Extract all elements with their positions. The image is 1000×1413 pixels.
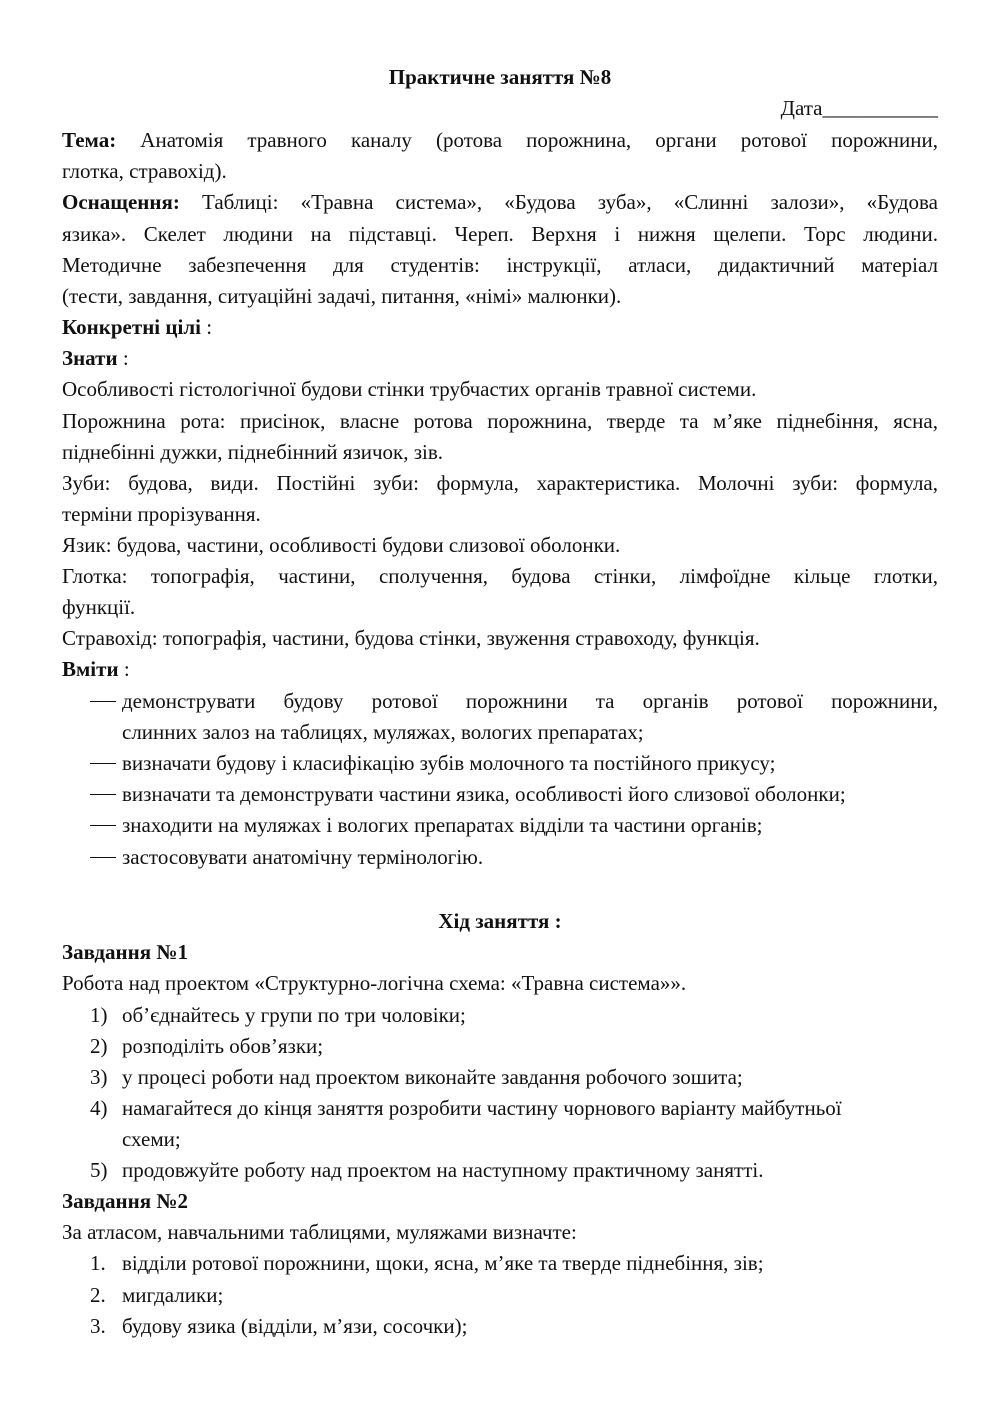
task2-heading: Завдання №2 — [62, 1189, 188, 1213]
know-item-teeth-1: Зуби: будова, види. Постійні зуби: формула, характеристика. Молочні зуби: формула, — [62, 471, 938, 495]
equipment-line-2: язика». Скелет людини на підставці. Череп. Верхня і нижня щелепи. Торс людини. — [62, 222, 938, 246]
task1-intro: Робота над проектом «Структурно-логічна схема: «Травна система»». — [62, 971, 687, 995]
task2-intro: За атласом, навчальними таблицями, муляжами визначте: — [62, 1220, 577, 1244]
skills-item-5: застосовувати анатомічну термінологію. — [122, 845, 484, 869]
task1-step-4-line-2: схеми; — [122, 1127, 181, 1151]
topic-text: Анатомія травного каналу (ротова порожнина, органи ротової порожнини, — [140, 128, 939, 152]
goals-heading — [62, 317, 212, 338]
skills-heading — [62, 659, 130, 680]
skills-item-3: визначати та демонструвати частини язика, особливості його слизової оболонки; — [122, 782, 846, 806]
equipment-line-1 — [62, 192, 938, 213]
equipment-line-3: Методичне забезпечення для студентів: інструкції, атласи, дидактичний матеріал — [62, 253, 938, 277]
skills-item-2: визначати будову і класифікацію зубів молочного та постійного прикусу; — [122, 751, 776, 775]
dash-bullet — [90, 825, 116, 826]
page-title: Практичне заняття №8 — [388, 65, 612, 89]
topic-line-2: глотка, стравохід). — [62, 159, 227, 183]
know-item-tongue: Язик: будова, частини, особливості будови слизової оболонки. — [62, 533, 621, 557]
topic-label: Тема: — [62, 128, 117, 152]
know-label: Знати — [62, 346, 118, 370]
know-item-teeth-2: терміни прорізування. — [62, 502, 261, 526]
task1-step-2: розподіліть обов’язки; — [122, 1034, 324, 1058]
equipment-line-4: (тести, завдання, ситуаційні задачі, питання, «німі» малюнки). — [62, 284, 622, 308]
dash-bullet — [90, 701, 116, 702]
equipment-label: Оснащення: — [62, 190, 180, 214]
task1-heading: Завдання №1 — [62, 940, 188, 964]
know-item-pharynx-2: функції. — [62, 595, 136, 619]
list-number: 3. — [90, 1314, 106, 1338]
skills-suffix: : — [118, 657, 130, 681]
list-number: 2. — [90, 1283, 106, 1307]
skills-label: Вміти — [62, 657, 119, 681]
dash-bullet — [90, 857, 116, 858]
skills-item-1-line-2: слинних залоз на таблицях, муляжах, вологих препаратах; — [122, 720, 644, 744]
task1-step-4-line-1: намагайтеся до кінця заняття розробити частину чорнового варіанту майбутньої — [122, 1096, 842, 1120]
progress-heading: Хід заняття : — [438, 909, 562, 933]
know-item-histology: Особливості гістологічної будови стінки трубчастих органів травної системи. — [62, 377, 757, 401]
task1-step-3: у процесі роботи над проектом виконайте завдання робочого зошита; — [122, 1065, 743, 1089]
task2-item-1: відділи ротової порожнини, щоки, ясна, м’яке та тверде піднебіння, зів; — [122, 1251, 764, 1275]
list-number: 2) — [90, 1034, 108, 1058]
know-item-pharynx-1: Глотка: топографія, частини, сполучення, будова стінки, лімфоїдне кільце глотки, — [62, 564, 938, 588]
date-field: Дата___________ — [780, 96, 938, 120]
equipment-text: Таблиці: «Травна система», «Будова зуба», «Слинні залози», «Будова — [202, 190, 939, 214]
task2-item-2: мигдалики; — [122, 1283, 224, 1307]
know-item-esophagus: Стравохід: топографія, частини, будова стінки, звуження стравоходу, функція. — [62, 626, 760, 650]
dash-bullet — [90, 763, 116, 764]
know-item-oral-cavity-2: піднебінні дужки, піднебінний язичок, зів. — [62, 440, 444, 464]
know-heading — [62, 348, 129, 369]
know-suffix: : — [117, 346, 129, 370]
list-number: 3) — [90, 1065, 108, 1089]
list-number: 1. — [90, 1251, 106, 1275]
dash-bullet — [90, 794, 116, 795]
list-number: 1) — [90, 1003, 108, 1027]
list-number: 5) — [90, 1158, 108, 1182]
goals-suffix: : — [200, 315, 213, 339]
skills-item-4: знаходити на муляжах і вологих препаратах відділи та частини органів; — [122, 813, 763, 837]
skills-item-1-line-1: демонструвати будову ротової порожнини та органів ротової порожнини, — [122, 689, 938, 713]
task1-step-5: продовжуйте роботу над проектом на наступному практичному занятті. — [122, 1158, 764, 1182]
goals-label: Конкретні цілі — [62, 315, 201, 339]
task1-step-1: об’єднайтесь у групи по три чоловіки; — [122, 1003, 466, 1027]
topic-line-1 — [62, 130, 938, 151]
list-number: 4) — [90, 1096, 108, 1120]
task2-item-3: будову язика (відділи, м’язи, сосочки); — [122, 1314, 468, 1338]
know-item-oral-cavity-1: Порожнина рота: присінок, власне ротова порожнина, тверде та м’яке піднебіння, ясна, — [62, 409, 938, 433]
